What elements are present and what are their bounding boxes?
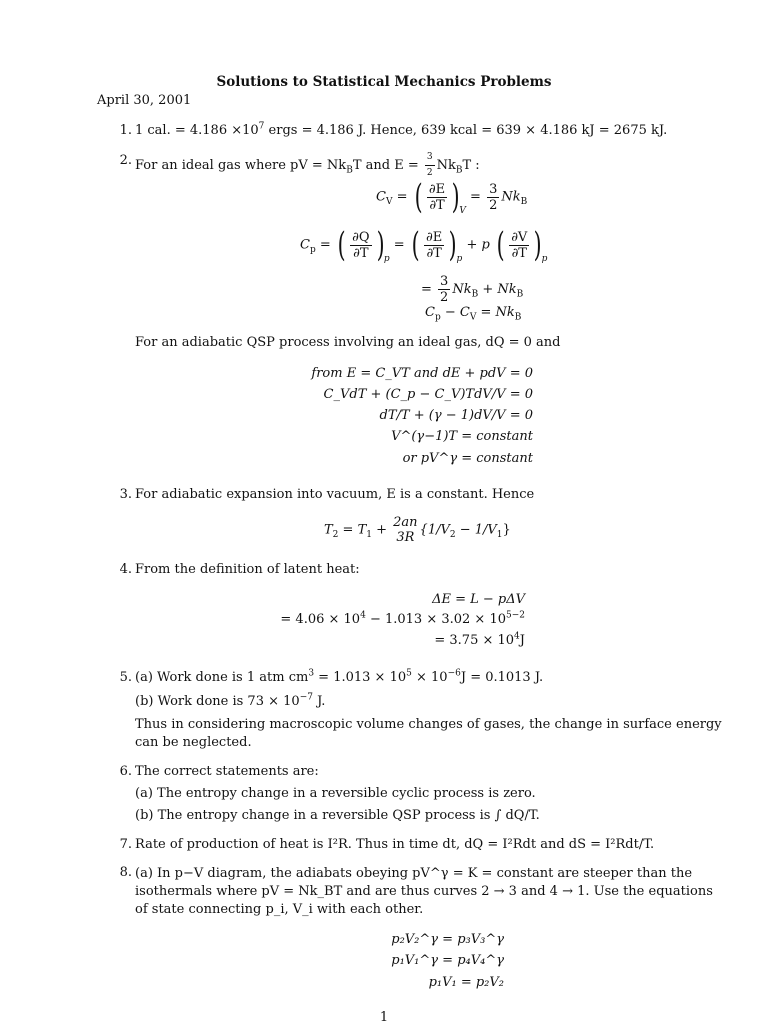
item-1-number: 1. — [119, 123, 132, 138]
item-3-text: For adiabatic expansion into vacuum, E is a constant. Hence — [135, 487, 535, 502]
cv-equation: $C_V$ = ( $\frac{\partial E}{\partial T}$ )$_V$ = $\frac{3}{2}$ $Nk_B$ — [376, 177, 528, 217]
item-5-line-c: Thus in considering macroscopic volume changes of gases, the change in surface energy can be neglected. — [135, 717, 722, 750]
cp-line-3: $C_p - C_V = Nk_B$ — [425, 305, 522, 323]
pv-line-3: p₁V₁ = p₂V₂ — [428, 975, 504, 990]
cp-line-2: = $\frac{3}{2}$ $Nk_B + Nk_B$ — [421, 274, 524, 305]
item-7-text: Rate of production of heat is I²R. Thus in time dt, dQ = I²Rdt and dS = I²Rdt/T. — [135, 837, 655, 852]
item-8-text: (a) In p−V diagram, the adiabats obeying pV^γ = K = constant are steeper than the isothermals where pV = Nk_BT and are thus curves 2 → 3 and 4 → 1. Use the equations of state connecting p_i, V_i with each other. — [135, 866, 713, 917]
cp-equation: $C_p$ = ( $\frac{\partial Q}{\partial T}$ )$_p$ = ( $\frac{\partial E}{\partial T}$ )$_p + p$ ( $\frac{\partial V}{\partial T}$ )$_p$ — [300, 225, 548, 265]
item-8-number: 8. — [119, 865, 132, 880]
item-6-number: 6. — [119, 764, 132, 779]
item-5-line-a: (a) Work done is 1 atm $cm^3 = 1.013 \times 10^5 \times 10^{-6}J = 0.1013$ J. — [135, 668, 544, 685]
adiabatic-line-2: C_VdT + (C_p − C_V)TdV/V = 0 — [323, 387, 533, 402]
adiabatic-line-3: dT/T + (γ − 1)dV/V = 0 — [379, 408, 533, 423]
pv-line-2: p₁V₁^γ = p₄V₄^γ — [391, 953, 504, 968]
pv-line-1: p₂V₂^γ = p₃V₃^γ — [391, 932, 504, 947]
delta-e-line-2: = $4.06 \times 10^4 - 1.013 \times 3.02 \times 10^{5-2}$ — [280, 610, 525, 627]
item-1-text: 1 cal. = $4.186 \times 10^7$ ergs = 4.186 J. Hence, 639 kcal = 639 × 4.186 kJ = 2675 kJ. — [135, 121, 668, 138]
item-6-line-a: (a) The entropy change in a reversible cyclic process is zero. — [135, 786, 536, 801]
page-date: April 30, 2001 — [97, 93, 192, 108]
page-number: 1 — [379, 1010, 389, 1025]
item-7-number: 7. — [119, 837, 132, 852]
adiabatic-intro: For an adiabatic QSP process involving an ideal gas, dQ = 0 and — [135, 335, 561, 350]
page-title: Solutions to Statistical Mechanics Problems — [216, 74, 552, 90]
item-5-number: 5. — [119, 670, 132, 685]
item-3-number: 3. — [119, 487, 132, 502]
item-6-text: The correct statements are: — [135, 764, 319, 779]
adiabatic-line-1: from E = C_VT and dE + pdV = 0 — [311, 366, 533, 381]
item-2-number: 2. — [119, 153, 132, 168]
t2-equation: $T_2 = T_1$ + 2an 3R $\{1/V_2 - 1/V_1\}$ — [324, 515, 511, 545]
item-4-number: 4. — [119, 562, 132, 577]
item-4-text: From the definition of latent heat: — [135, 562, 360, 577]
delta-e-line-1: ΔE = L − pΔV — [432, 592, 525, 607]
adiabatic-line-4: V^(γ−1)T = constant — [391, 429, 533, 444]
item-6-line-b: (b) The entropy change in a reversible QSP process is ∫ dQ/T. — [135, 808, 540, 823]
adiabatic-line-5: or pV^γ = constant — [402, 451, 533, 466]
item-2-text: For an ideal gas where pV = $Nk_BT$ and E = $\frac{3}{2}$ $Nk_BT$ : — [135, 152, 480, 178]
delta-e-line-3: = $3.75 \times 10^4J$ — [434, 631, 525, 648]
item-5-line-b: (b) Work done is $73 \times 10^{-7}$ J. — [135, 692, 326, 709]
